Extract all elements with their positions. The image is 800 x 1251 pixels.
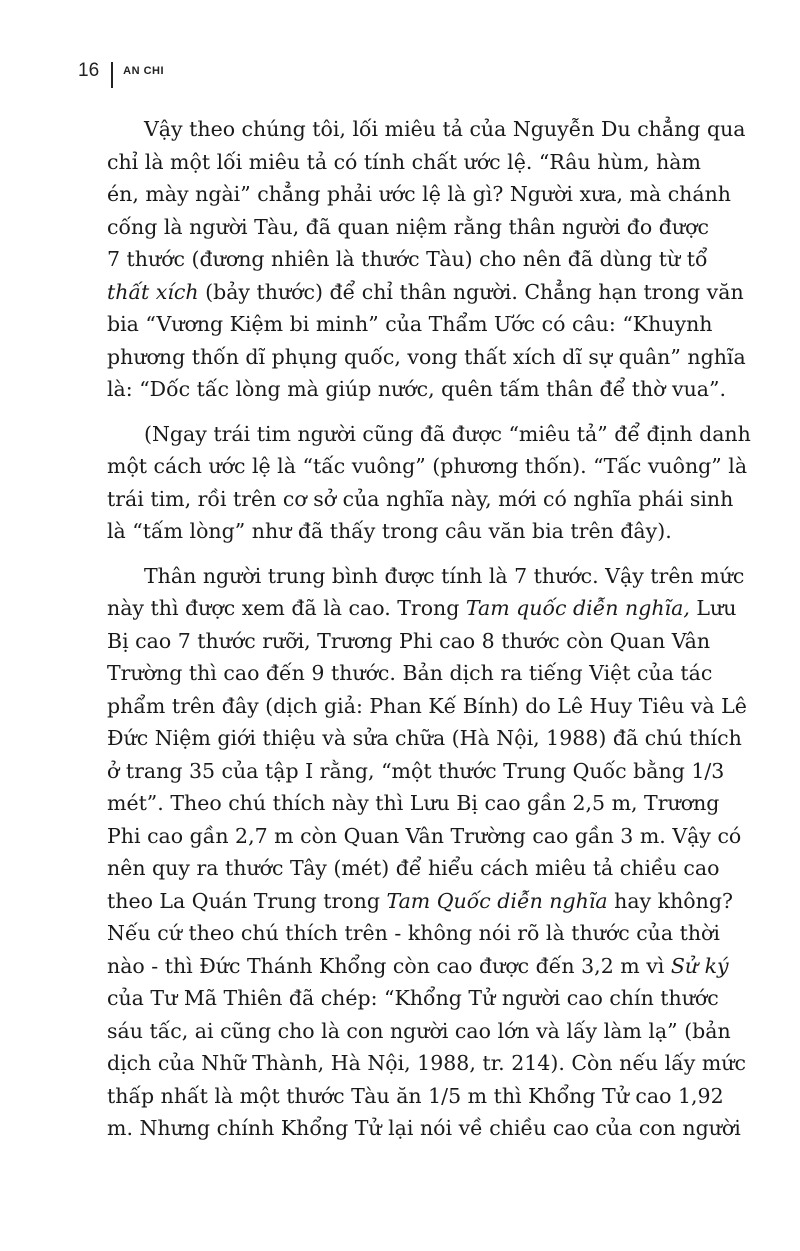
text-line <box>107 722 742 755</box>
italic-text: Sử ký <box>670 953 729 978</box>
page-header <box>78 56 164 86</box>
line-text: Vậy theo chúng tôi, lối miêu tả của Nguyễn Du chẳng qua <box>144 117 746 141</box>
text-line <box>107 211 709 244</box>
text-line <box>107 373 727 406</box>
text-line <box>107 341 746 374</box>
line-text: chỉ là một lối miêu tả có tính chất ước lệ. “Râu hùm, hàm <box>107 149 701 174</box>
line-text: mét”. Theo chú thích này thì Lưu Bị cao gần 2,5 m, Trương <box>107 791 720 815</box>
line-text: nào - thì Đức Thánh Khổng còn cao được đến 3,2 m vì <box>107 953 671 978</box>
line-text: Phi cao gần 2,7 m còn Quan Vân Trường cao gần 3 m. Vậy có <box>107 823 742 848</box>
line-text: m. Nhưng chính Khổng Tử lại nói về chiều cao của con người <box>107 1116 741 1140</box>
line-text: dịch của Nhữ Thành, Hà Nội, 1988, tr. 214). Còn nếu lấy mức <box>107 1051 746 1075</box>
line-text: thấp nhất là một thước Tàu ăn 1/5 m thì Khổng Tử cao 1,92 <box>107 1083 724 1108</box>
line-text: ở trang 35 của tập I rằng, “một thước Trung Quốc bằng 1/3 <box>107 758 725 783</box>
text-line <box>107 515 696 548</box>
text-line <box>107 1047 746 1080</box>
line-text: Trường thì cao đến 9 thước. Bản dịch ra tiếng Việt của tác <box>107 661 713 685</box>
line-text: là: “Dốc tấc lòng mà giúp nước, quên tấm thân để thờ vua”. <box>107 377 727 401</box>
line-text: hay không? <box>607 888 733 913</box>
text-line <box>107 657 713 690</box>
text-line <box>107 755 725 788</box>
text-line <box>107 1015 731 1048</box>
line-text: theo La Quán Trung trong <box>107 888 387 913</box>
line-text: là “tấm lòng” như đã thấy trong câu văn bia trên đây). <box>107 519 672 543</box>
line-text: trái tim, rồi trên cơ sở của nghĩa này, mới có nghĩa phái sinh <box>107 486 734 511</box>
text-line <box>107 950 729 983</box>
text-line <box>107 787 720 820</box>
paragraph-gap <box>107 548 696 560</box>
line-text: sáu tấc, ai cũng cho là con người cao lớn và lấy làm lạ” (bản <box>107 1018 731 1043</box>
paragraph <box>107 113 746 406</box>
line-text: Đức Niệm giới thiệu và sửa chữa (Hà Nội, 1988) đã chú thích <box>107 726 742 750</box>
text-line <box>107 308 713 341</box>
text-line <box>107 852 720 885</box>
text-line <box>107 820 742 853</box>
line-text: bia “Vương Kiệm bi minh” của Thẩm Ước có câu: “Khuynh <box>107 312 713 336</box>
paragraph <box>107 418 751 548</box>
text-line <box>107 113 746 146</box>
text-line <box>107 178 732 211</box>
line-text: Bị cao 7 thước rưỡi, Trương Phi cao 8 thước còn Quan Vân <box>107 628 711 653</box>
text-line <box>107 625 711 658</box>
text-line <box>107 690 747 723</box>
line-text: (bảy thước) để chỉ thân người. Chẳng hạn trong văn <box>198 279 744 304</box>
line-text: phương thốn dĩ phụng quốc, vong thất xích dĩ sự quân” nghĩa <box>107 344 746 369</box>
line-text: Lưu <box>689 596 737 620</box>
text-line <box>107 917 720 950</box>
italic-text: thất xích <box>107 279 199 304</box>
text-line <box>107 982 719 1015</box>
text-line <box>107 560 745 593</box>
line-text: cống là người Tàu, đã quan niệm rằng thân người đo được <box>107 214 709 239</box>
line-text: Thân người trung bình được tính là 7 thước. Vậy trên mức <box>144 563 745 588</box>
text-line <box>107 592 737 625</box>
header-divider <box>111 62 113 88</box>
line-text: nên quy ra thước Tây (mét) để hiểu cách miêu tả chiều cao <box>107 856 720 880</box>
line-text: Nếu cứ theo chú thích trên - không nói rõ là thước của thời <box>107 921 720 945</box>
text-line <box>107 1080 724 1113</box>
text-line <box>107 483 734 516</box>
text-line <box>107 450 748 483</box>
line-text: một cách ước lệ là “tấc vuông” (phương thốn). “Tấc vuông” là <box>107 454 748 478</box>
line-text: 7 thước (đương nhiên là thước Tàu) cho nên đã dùng từ tổ <box>107 247 708 271</box>
line-text: (Ngay trái tim người cũng đã được “miêu tả” để định danh <box>144 421 751 446</box>
line-text: của Tư Mã Thiên đã chép: “Khổng Tử người cao chín thước <box>107 986 719 1010</box>
running-head-author: AN CHI <box>123 65 165 77</box>
text-line <box>107 146 701 179</box>
text-line <box>107 243 708 276</box>
paragraph <box>107 560 747 1145</box>
page-number: 16 <box>78 60 100 81</box>
text-line <box>107 418 751 451</box>
text-line <box>107 276 744 309</box>
text-line <box>107 1112 741 1145</box>
line-text: này thì được xem đã là cao. Trong <box>107 596 466 620</box>
text-line <box>107 885 733 918</box>
italic-text: Tam quốc diễn nghĩa, <box>465 596 690 620</box>
line-text: phẩm trên đây (dịch giả: Phan Kế Bính) do Lê Huy Tiêu và Lê <box>107 693 747 718</box>
italic-text: Tam Quốc diễn nghĩa <box>386 888 608 913</box>
line-text: én, mày ngài” chẳng phải ước lệ là gì? Người xưa, mà chánh <box>107 182 732 206</box>
paragraph-gap <box>107 406 696 418</box>
page-body <box>107 113 751 1145</box>
